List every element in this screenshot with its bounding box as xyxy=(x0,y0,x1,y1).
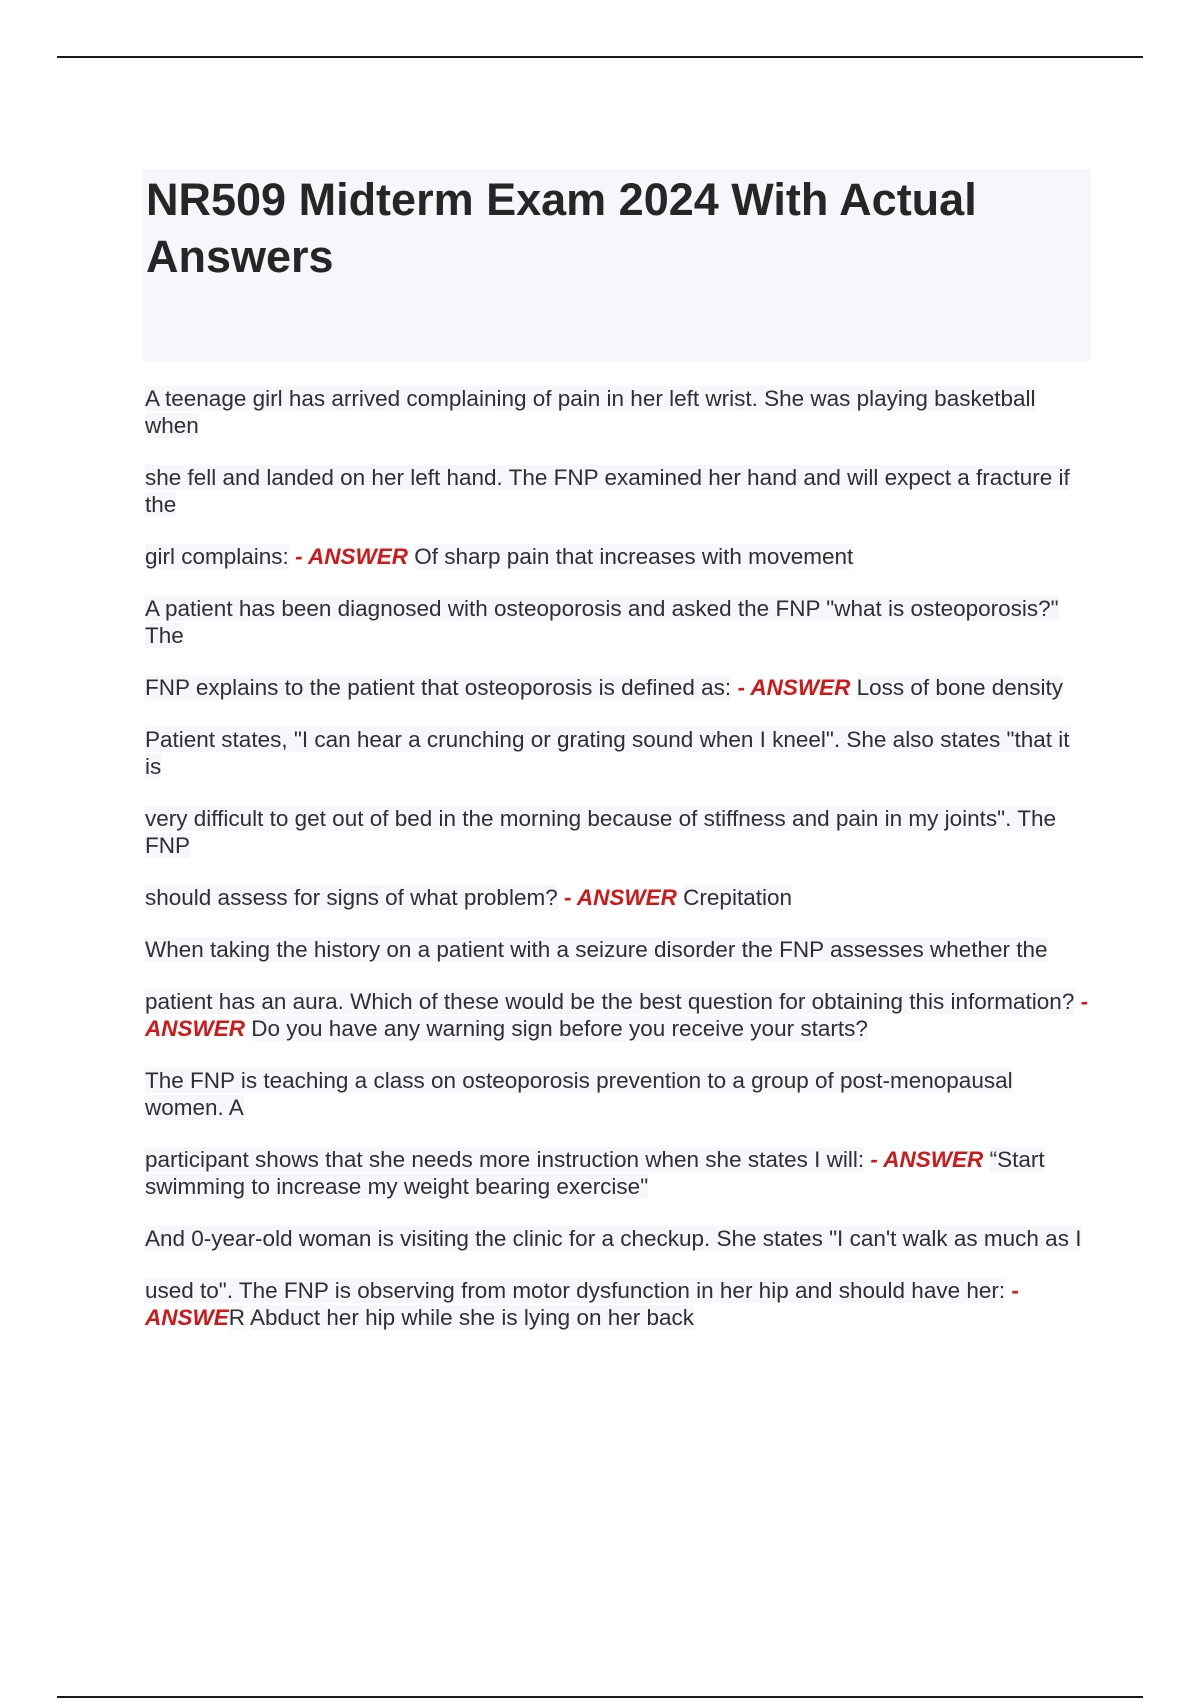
paragraph xyxy=(145,936,1090,963)
bottom-rule xyxy=(57,1696,1143,1698)
paragraph xyxy=(145,726,1090,780)
question-text: patient has an aura. Which of these would be the best question for obtaining this information? xyxy=(145,989,1075,1014)
answer-text: Do you have any warning sign before you receive your starts? xyxy=(251,1016,868,1041)
answer-text: Crepitation xyxy=(683,885,792,910)
question-text: FNP explains to the patient that osteoporosis is defined as: xyxy=(145,675,732,700)
paragraph xyxy=(145,805,1090,859)
paragraph xyxy=(145,1225,1090,1252)
paragraph xyxy=(145,595,1090,649)
answer-marker: - ANSWER xyxy=(295,544,408,569)
answer-marker: - ANSWER xyxy=(870,1147,984,1172)
title-box xyxy=(143,169,1091,361)
paragraph-text: she fell and landed on her left hand. The FNP examined her hand and will expect a fracture if the xyxy=(145,465,1070,517)
answer-text: Of sharp pain that increases with movement xyxy=(414,544,854,569)
paragraph-text: The FNP is teaching a class on osteoporosis prevention to a group of post-menopausal women. A xyxy=(145,1068,1013,1120)
paragraph-text: Patient states, "I can hear a crunching or grating sound when I kneel". She also states "that it is xyxy=(145,727,1070,779)
paragraph-text: A teenage girl has arrived complaining of pain in her left wrist. She was playing basketball when xyxy=(145,386,1036,438)
paragraph-text: And 0-year-old woman is visiting the clinic for a checkup. She states "I can't walk as much as I xyxy=(145,1226,1082,1251)
answer-marker: - ANSWER xyxy=(737,675,851,700)
answer-text: Loss of bone density xyxy=(856,675,1064,700)
answer-marker-tail: R xyxy=(228,1305,245,1330)
question-text: used to". The FNP is observing from motor dysfunction in her hip and should have her: xyxy=(145,1278,1006,1303)
document-body xyxy=(145,385,1090,1356)
paragraph xyxy=(145,385,1090,439)
paragraph xyxy=(145,464,1090,518)
answer-marker: - ANSWER xyxy=(563,885,677,910)
paragraph xyxy=(145,1146,1090,1200)
paragraph xyxy=(145,1277,1090,1331)
top-rule xyxy=(57,56,1143,58)
paragraph-text: When taking the history on a patient with a seizure disorder the FNP assesses whether the xyxy=(145,937,1048,962)
paragraph xyxy=(145,1067,1090,1121)
question-text: should assess for signs of what problem? xyxy=(145,885,558,910)
answer-marker: - ANSWE xyxy=(145,1278,1019,1330)
paragraph-text: A patient has been diagnosed with osteoporosis and asked the FNP "what is osteoporosis?" The xyxy=(145,596,1059,648)
answer-text: Abduct her hip while she is lying on her back xyxy=(250,1305,695,1330)
document-title: NR509 Midterm Exam 2024 With Actual Answers xyxy=(146,174,977,282)
answer-text: “Start swimming to increase my weight bearing exercise" xyxy=(145,1147,1045,1199)
question-text: girl complains: xyxy=(145,544,289,569)
paragraph xyxy=(145,543,1090,570)
answer-marker: - ANSWER xyxy=(145,989,1089,1041)
paragraph xyxy=(145,884,1090,911)
question-text: participant shows that she needs more instruction when she states I will: xyxy=(145,1147,865,1172)
paragraph-text: very difficult to get out of bed in the morning because of stiffness and pain in my joints". The FNP xyxy=(145,806,1057,858)
paragraph xyxy=(145,988,1090,1042)
paragraph xyxy=(145,674,1090,701)
